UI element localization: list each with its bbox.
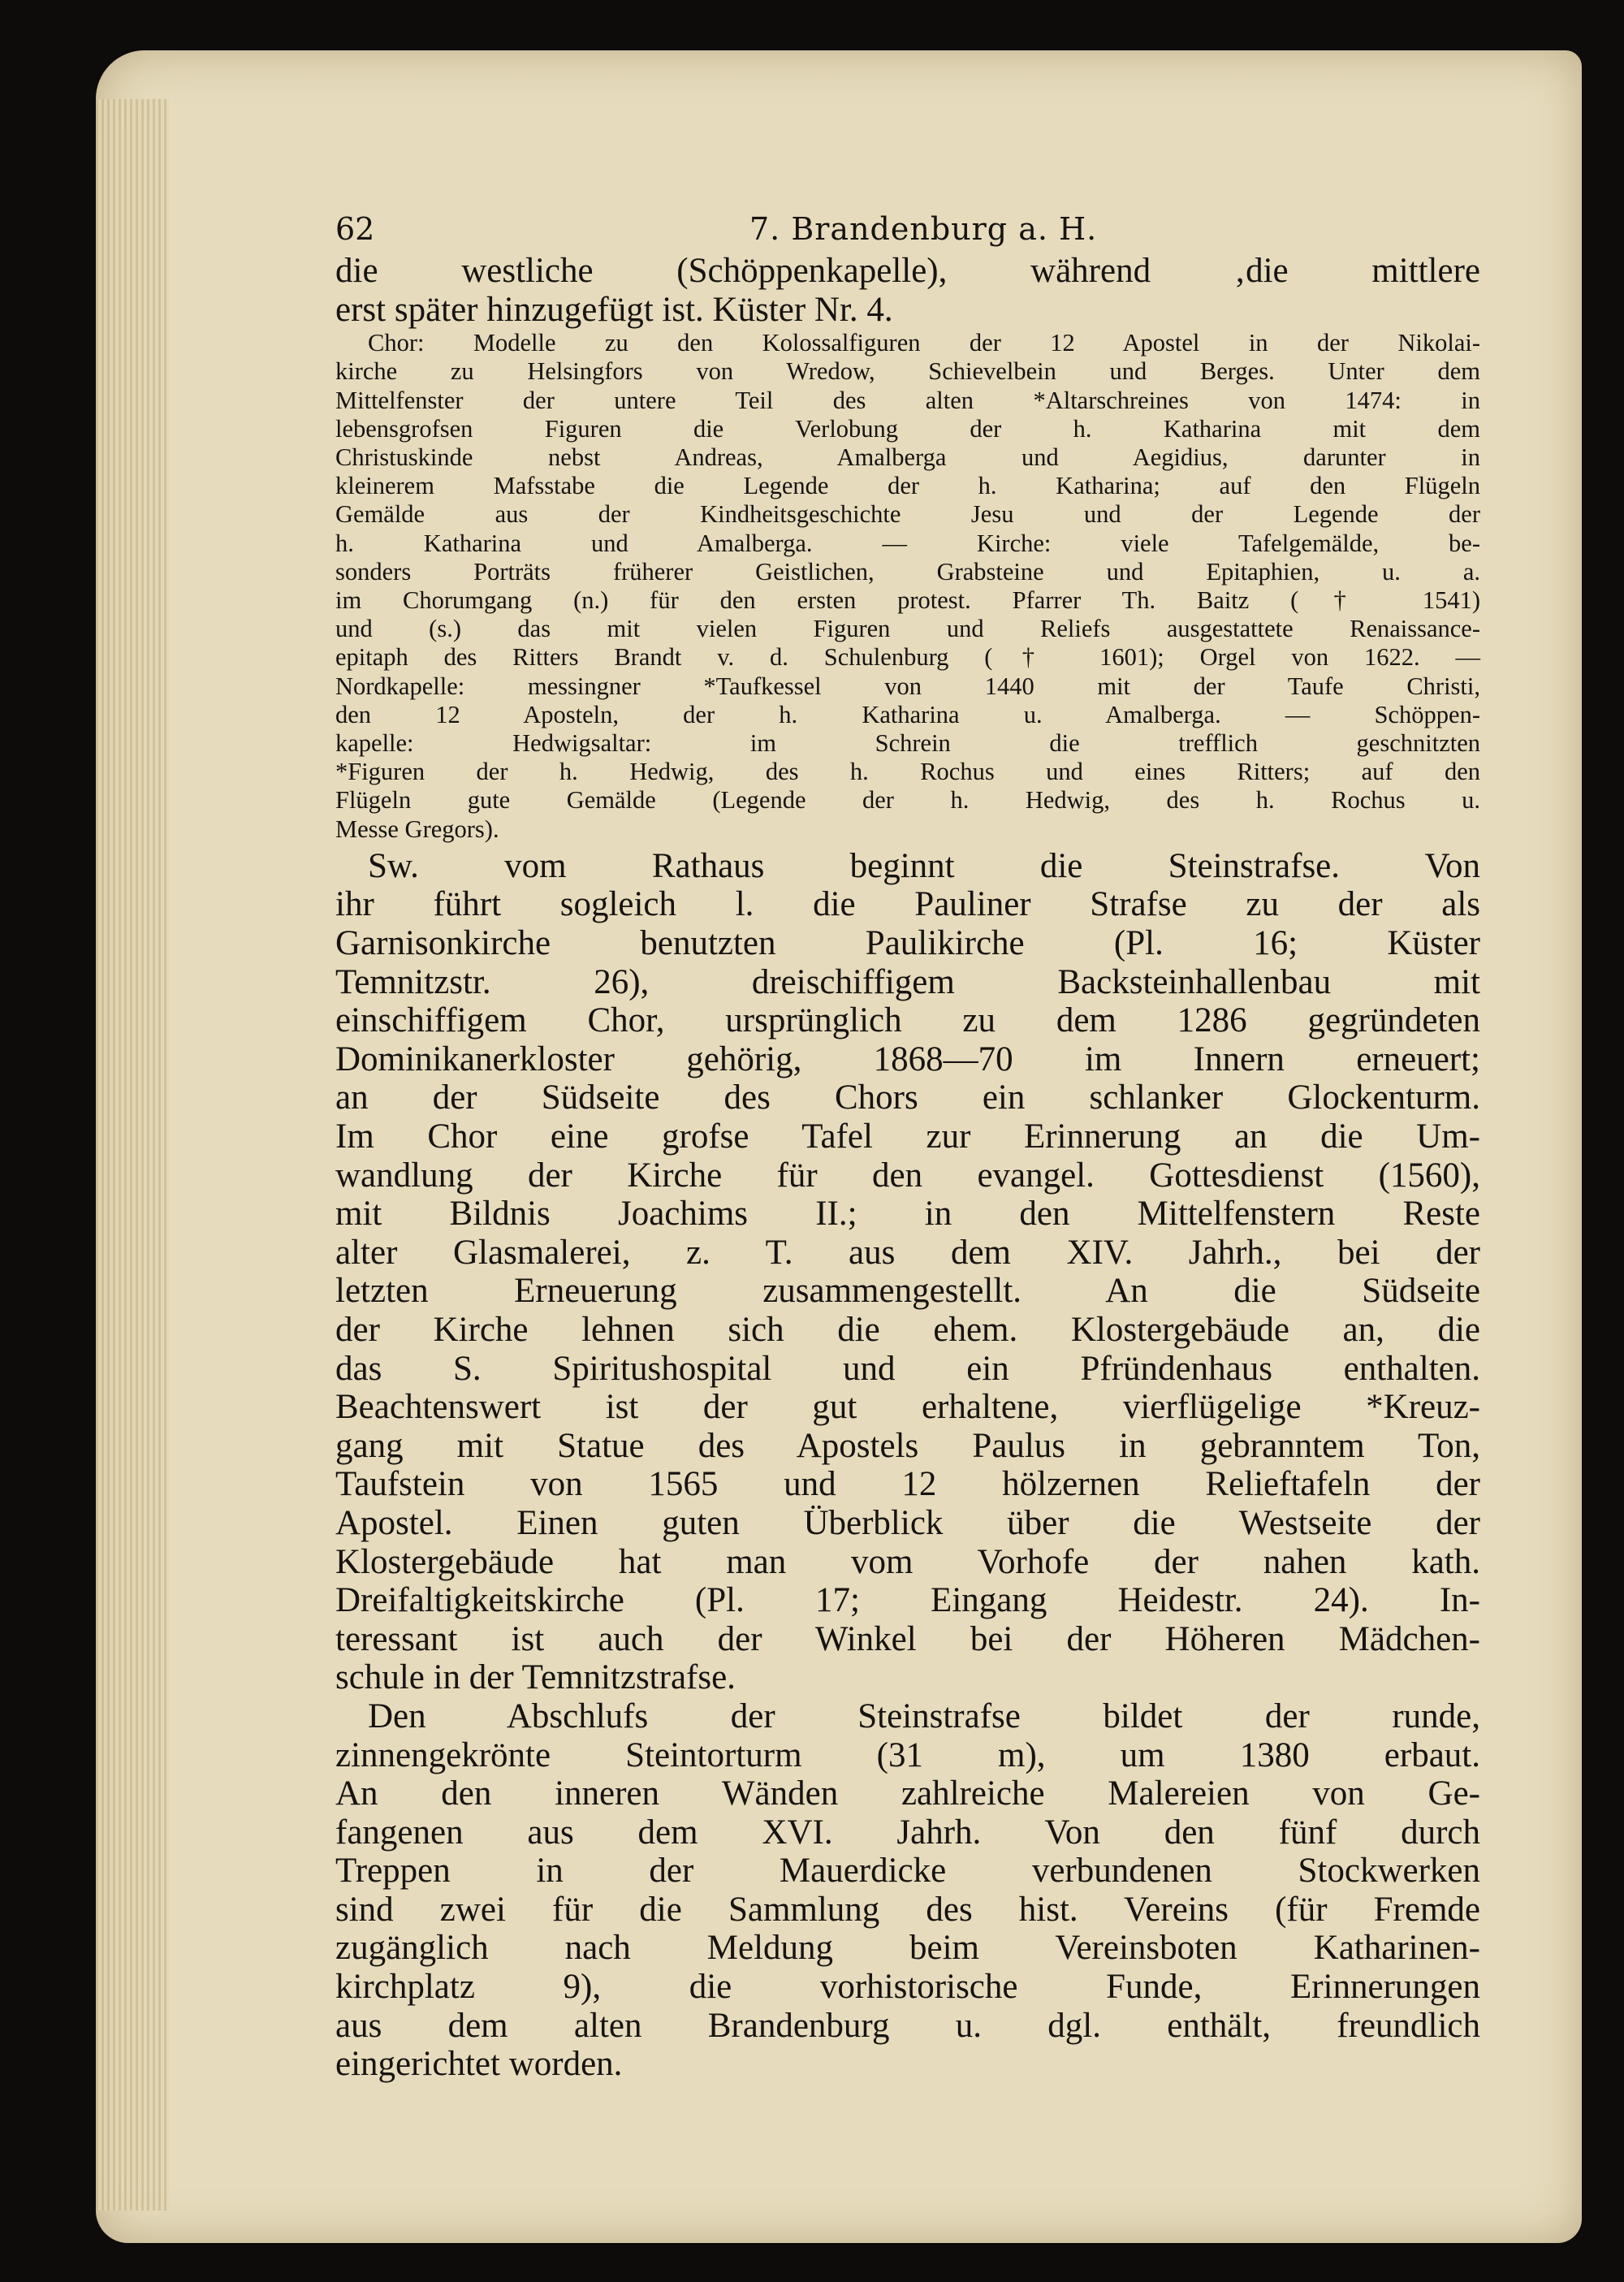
- text-line: Dreifaltigkeitskirche (Pl. 17; Eingang Heidestr. 24). In-: [335, 1581, 1480, 1620]
- running-title: 7. Brandenburg a. H.: [749, 211, 1098, 247]
- text-line: wandlung der Kirche für den evangel. Gottesdienst (1560),: [335, 1156, 1480, 1195]
- paragraph-steintorturm: [335, 1697, 1480, 2084]
- text-line: Taufstein von 1565 und 12 hölzernen Relieftafeln der: [335, 1465, 1480, 1504]
- text-line: Beachtenswert ist der gut erhaltene, vierflügelige *Kreuz-: [335, 1388, 1480, 1427]
- text-line: Temnitzstr. 26), dreischiffigem Backsteinhallenbau mit: [335, 962, 1480, 1001]
- text-line: Christuskinde nebst Andreas, Amalberga und Aegidius, darunter in: [335, 443, 1480, 471]
- text-line: Messe Gregors).: [335, 815, 499, 843]
- text-line: die westliche (Schöppenkapelle), während ‚die mittlere: [335, 252, 1480, 290]
- text-line: an der Südseite des Chors ein schlanker Glockenturm.: [335, 1078, 1480, 1117]
- text-line: Garnisonkirche benutzten Paulikirche (Pl. 16; Küster: [335, 924, 1480, 963]
- text-line: einschiffigem Chor, ursprünglich zu dem 1286 gegründeten: [335, 1001, 1480, 1040]
- text-line: Im Chor eine grofse Tafel zur Erinnerung an die Um-: [335, 1117, 1480, 1156]
- text-line: alter Glasmalerei, z. T. aus dem XIV. Jahrh., bei der: [335, 1233, 1480, 1272]
- text-line: Sw. vom Rathaus beginnt die Steinstrafse. Von: [368, 846, 1480, 885]
- paragraph-intro: [335, 252, 1480, 329]
- text-line: Treppen in der Mauerdicke verbundenen Stockwerken: [335, 1852, 1480, 1891]
- text-line: den 12 Aposteln, der h. Katharina u. Amalberga. — Schöppen-: [335, 700, 1480, 728]
- book-page: [96, 50, 1582, 2243]
- text-line: kapelle: Hedwigsaltar: im Schrein die trefflich geschnitzten: [335, 729, 1480, 758]
- text-line: ihr führt sogleich l. die Pauliner Strafse zu der als: [335, 885, 1480, 924]
- text-line: epitaph des Ritters Brandt v. d. Schulenburg († 1601); Orgel von 1622. —: [335, 643, 1480, 672]
- text-line: erst später hinzugefügt ist. Küster Nr. 4.: [335, 290, 893, 329]
- text-line: Dominikanerkloster gehörig, 1868—70 im Innern erneuert;: [335, 1039, 1480, 1078]
- text-line: Nordkapelle: messingner *Taufkessel von 1440 mit der Taufe Christi,: [335, 672, 1480, 700]
- text-line: eingerichtet worden.: [335, 2045, 623, 2084]
- small-print-block: [335, 329, 1480, 844]
- text-line: zinnengekrönte Steintorturm (31 m), um 1380 erbaut.: [335, 1735, 1480, 1774]
- text-line: und (s.) das mit vielen Figuren und Reliefs ausgestattete Renaissance-: [335, 615, 1480, 643]
- text-line: Apostel. Einen guten Überblick über die Westseite der: [335, 1503, 1480, 1542]
- text-line: mit Bildnis Joachims II.; in den Mittelfenstern Reste: [335, 1195, 1480, 1234]
- text-line: teressant ist auch der Winkel bei der Höheren Mädchen-: [335, 1619, 1480, 1658]
- text-line: sonders Porträts früherer Geistlichen, Grabsteine und Epitaphien, u. a.: [335, 557, 1480, 586]
- page-content: [335, 162, 1480, 2084]
- text-line: Mittelfenster der untere Teil des alten *Altarschreines von 1474: in: [335, 386, 1480, 414]
- text-line: letzten Erneuerung zusammengestellt. An die Südseite: [335, 1272, 1480, 1311]
- text-line: fangenen aus dem XVI. Jahrh. Von den fünf durch: [335, 1813, 1480, 1852]
- text-line: Klostergebäude hat man vom Vorhofe der nahen kath.: [335, 1542, 1480, 1581]
- text-line: Chor: Modelle zu den Kolossalfiguren der 12 Apostel in der Nikolai-: [368, 329, 1480, 357]
- text-line: *Figuren der h. Hedwig, des h. Rochus und eines Ritters; auf den: [335, 758, 1480, 786]
- text-line: kirchplatz 9), die vorhistorische Funde, Erinnerungen: [335, 1968, 1480, 2007]
- text-line: An den inneren Wänden zahlreiche Malereien von Ge-: [335, 1774, 1480, 1813]
- text-line: lebensgrofsen Figuren die Verlobung der h. Katharina mit dem: [335, 414, 1480, 443]
- text-line: zugänglich nach Meldung beim Vereinsboten Katharinen-: [335, 1929, 1480, 1968]
- text-line: im Chorumgang (n.) für den ersten protest. Pfarrer Th. Baitz († 1541): [335, 586, 1480, 615]
- text-line: Flügeln gute Gemälde (Legende der h. Hedwig, des h. Rochus u.: [335, 786, 1480, 815]
- text-line: kleinerem Mafsstabe die Legende der h. Katharina; auf den Flügeln: [335, 472, 1480, 500]
- text-line: h. Katharina und Amalberga. — Kirche: viele Tafelgemälde, be-: [335, 529, 1480, 557]
- text-line: der Kirche lehnen sich die ehem. Klostergebäude an, die: [335, 1310, 1480, 1349]
- text-line: Den Abschlufs der Steinstrafse bildet der runde,: [368, 1696, 1480, 1735]
- page-number: 62: [335, 211, 375, 247]
- text-line: Gemälde aus der Kindheitsgeschichte Jesu und der Legende der: [335, 500, 1480, 529]
- text-line: das S. Spiritushospital und ein Pfründenhaus enthalten.: [335, 1349, 1480, 1388]
- text-line: schule in der Temnitzstrafse.: [335, 1658, 736, 1697]
- page-edge: [96, 99, 169, 2211]
- text-line: sind zwei für die Sammlung des hist. Vereins (für Fremde: [335, 1890, 1480, 1929]
- text-line: aus dem alten Brandenburg u. dgl. enthält, freundlich: [335, 2006, 1480, 2045]
- paragraph-paulikirche: [335, 847, 1480, 1697]
- text-line: gang mit Statue des Apostels Paulus in gebranntem Ton,: [335, 1426, 1480, 1465]
- page-header: [335, 162, 1480, 247]
- text-line: kirche zu Helsingfors von Wredow, Schievelbein und Berges. Unter dem: [335, 357, 1480, 386]
